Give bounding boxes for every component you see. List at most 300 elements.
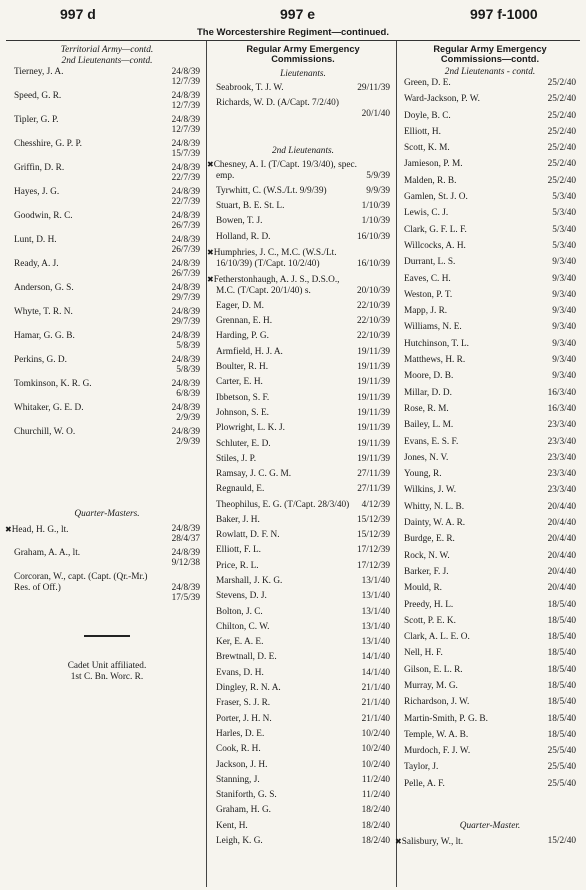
col3-subheading: 2nd Lieutenants - contd. [444,67,536,77]
list-item [404,665,576,676]
list-item [14,572,200,603]
list-item [207,247,390,270]
list-item [14,427,200,447]
entry-name: Lewis, C. J. [404,208,449,219]
list-item [395,836,576,848]
list-item [216,668,390,679]
entry-date: 25/5/40 [547,746,576,757]
entry-name: Head, H. G., lt. [11,525,69,535]
regiment-title: The Worcestershire Regiment—continued. [197,27,389,38]
entry-date-secondary: 12/7/39 [171,101,200,111]
column-territorial-army [5,44,200,683]
list-item [216,500,390,511]
list-item [216,652,390,663]
list-item [216,515,390,526]
list-item [404,485,576,496]
entry-name-wrap [216,186,366,197]
entry-date-secondary: 5/8/39 [176,365,200,375]
entry-name-wrap [216,301,264,312]
entry-date: 13/1/40 [361,575,390,586]
entry-date-secondary: 22/7/39 [171,173,200,183]
entry-name-wrap [216,683,281,694]
entry-name: Matthews, H. R. [404,355,466,366]
entry-dates [172,91,200,111]
entry-dates [172,331,200,351]
list-item [14,548,200,568]
entry-date: 29/11/39 [357,83,390,93]
list-item [14,307,200,327]
entry-name: Doyle, B. C. [404,110,451,121]
entry-name: Armfield, H. J. A. [216,346,283,357]
entry-name: Harding, P. G. [216,331,269,342]
list-item [404,583,576,594]
entry-date-secondary: 15/7/39 [171,149,200,159]
entry-date: 13/1/40 [361,637,390,648]
entry-name: Fetherstonhaugh, A. J. S., D.S.O., M.C. (T/Capt. 20/1/40) s. [213,274,340,296]
entry-dates [172,379,200,399]
entry-name-wrap [216,331,269,342]
entry-date: 13/1/40 [361,606,390,617]
list-item [14,211,200,231]
entry-name-wrap [216,622,269,633]
entry-name: Richardson, J. W. [404,697,470,708]
list-item [216,393,390,404]
entry-name-wrap [14,572,154,594]
list-item [216,760,390,771]
list-item [14,91,200,111]
entry-date: 24/8/39 [171,548,200,558]
entry-name: Whitty, N. L. B. [404,501,465,512]
entry-name: Carter, E. H. [216,377,263,388]
col2-2nd-lieutenants-heading: 2nd Lieutenants. [272,146,334,156]
entry-date: 22/10/39 [356,316,390,327]
entry-dates [172,572,200,603]
entry-name: Evans, D. H. [216,667,264,678]
entry-name: Stiles, J. P. [216,453,257,464]
col2-heading-line2: Commissions. [271,54,335,64]
entry-date: 24/8/39 [171,115,200,125]
entry-date-secondary: 2/9/39 [176,437,200,447]
entry-name: Goodwin, R. C. [14,211,73,221]
list-item [216,622,390,633]
entry-name: Kent, H. [216,820,248,831]
list-item [216,775,390,786]
entry-date: 25/5/40 [547,762,576,773]
entry-name-wrap [207,274,357,297]
list-item [216,530,390,541]
entry-date: 20/4/40 [547,518,576,529]
entry-date: 24/8/39 [171,355,200,365]
entry-date: 19/11/39 [357,392,390,403]
entry-name: Seabrook, T. J. W. [216,83,284,93]
list-item [216,698,390,709]
entry-name: Gilson, E. L. R. [404,664,463,675]
list-item [216,836,390,847]
page-number-left: 997 d [60,6,96,22]
entry-dates [172,67,200,87]
entry-date: 20/4/40 [547,550,576,561]
entry-name: Durrant, L. S. [404,257,456,268]
page-number-middle: 997 e [280,6,316,22]
entry-name: Williams, N. E. [404,322,462,333]
entry-name: Burdge, E. R. [404,534,455,545]
entry-name-wrap [216,637,263,648]
entry-date-secondary: 29/7/39 [171,317,200,327]
entry-date: 18/5/40 [547,648,576,659]
list-item [404,371,576,382]
entry-name: Stevens, D. J. [216,591,267,602]
entry-name: Tierney, J. A. [14,67,64,77]
list-item [404,648,576,659]
list-item [216,439,390,450]
list-item [216,362,390,373]
list-item [404,274,576,285]
entry-name: Willcocks, A. H. [404,240,466,251]
entry-dates [172,403,200,423]
entry-date-secondary: 17/5/39 [171,593,200,603]
list-item [404,225,576,236]
list-item [216,545,390,556]
entry-date: 19/11/39 [357,438,390,449]
list-item [404,339,576,350]
entry-date: 14/1/40 [361,667,390,678]
list-item [404,762,576,773]
entry-name: Baker, J. H. [216,514,260,525]
entry-date: 19/11/39 [357,362,390,373]
entry-name: Schluter, E. D. [216,438,271,449]
entry-date: 16/3/40 [547,403,576,414]
entry-dates [172,427,200,447]
entry-date: 24/8/39 [171,307,200,317]
list-item [404,453,576,464]
list-item [404,600,576,611]
entry-date: 14/1/40 [361,652,390,663]
entry-name-wrap [5,524,69,536]
entry-date: 16/3/40 [547,387,576,398]
entry-date: 21/1/40 [361,683,390,694]
list-item [216,301,390,312]
entry-date: 18/5/40 [547,729,576,740]
entry-name: Hayes, J. G. [14,187,60,197]
list-item [404,518,576,529]
header-rule [6,40,580,41]
col1-qm-heading: Quarter-Masters. [74,509,140,519]
entry-name: Martin-Smith, P. G. B. [404,713,488,724]
entry-name-wrap [216,362,268,373]
entry-name: Ker, E. A. E. [216,637,264,648]
col1-subheading: 2nd Lieutenants—contd. [61,56,153,66]
list-item [404,779,576,790]
list-item [404,616,576,627]
entry-name: Hutchinson, T. L. [404,338,469,349]
list-item [404,127,576,138]
entry-name: Whitaker, G. E. D. [14,403,84,413]
entry-date: 18/5/40 [547,713,576,724]
entry-date: 18/2/40 [361,805,390,816]
list-item [404,208,576,219]
col2-lieutenants-heading: Lieutenants. [280,69,326,79]
entry-date: 22/10/39 [356,300,390,311]
entry-name: Jones, N. V. [404,452,449,463]
entry-name-wrap [216,515,260,526]
list-item [404,257,576,268]
entry-dates [172,139,200,159]
entry-name-wrap [216,408,269,419]
entry-date: 18/5/40 [547,599,576,610]
list-item [216,377,390,388]
entry-name: Ready, A. J. [14,259,59,269]
entry-name: Humphries, J. C., M.C. (W.S./Lt. 16/10/39) (T/Capt. 10/2/40) [213,247,337,269]
list-item [216,98,390,120]
list-item [404,697,576,708]
entry-name-wrap [216,576,282,587]
entry-date: 15/12/39 [356,514,390,525]
entry-name: Lunt, D. H. [14,235,57,245]
entry-name: Green, D. E. [404,78,451,88]
entry-date: 18/5/40 [547,680,576,691]
entry-dates [172,211,200,231]
entry-name-wrap [216,377,263,388]
entry-name-wrap [216,423,285,434]
list-item [216,201,390,212]
list-item [216,607,390,618]
list-item [404,143,576,154]
entry-name: Churchill, W. O. [14,427,76,437]
list-item [14,235,200,255]
col3-2nd-lieutenant-list [404,78,576,790]
list-item [404,632,576,643]
list-item [14,379,200,399]
entry-date-secondary: 12/7/39 [171,77,200,87]
entry-dates [172,548,200,568]
entry-date-secondary: 2/9/39 [176,413,200,423]
entry-name: Whyte, T. R. N. [14,307,73,317]
list-item [404,730,576,741]
entry-date: 24/8/39 [171,379,200,389]
column-divider-right [396,41,397,887]
entry-date: 19/11/39 [357,377,390,388]
entry-date: 15/2/40 [547,836,576,847]
entry-name: Graham, A. A., lt. [14,548,81,558]
list-item [404,681,576,692]
entry-name: Graham, H. G. [216,805,271,816]
entry-name: Weston, P. T. [404,289,453,300]
entry-name: Anderson, G. S. [14,283,74,293]
entry-date: 18/2/40 [361,820,390,831]
list-item [216,232,390,243]
list-item [216,729,390,740]
entry-date: 15/12/39 [356,530,390,541]
entry-name-wrap [216,500,362,511]
entry-name: Corcoran, W., capt. (Capt. (Qr.-Mr.) Res. of Off.) [14,572,148,593]
list-item [5,524,200,544]
entry-name: Murdoch, F. J. W. [404,746,471,757]
list-item [216,186,390,197]
entry-date-secondary: 12/7/39 [171,125,200,135]
list-item [404,78,576,89]
entry-date: 21/1/40 [361,698,390,709]
entry-name-wrap [216,454,256,465]
entry-name: Taylor, J. [404,762,439,773]
list-item [216,790,390,801]
entry-date: 25/2/40 [547,126,576,137]
entry-name-wrap [216,393,269,404]
list-item [216,331,390,342]
entry-date: 9/3/40 [552,306,576,317]
list-item [14,355,200,375]
list-item [216,591,390,602]
list-item [216,454,390,465]
entry-name-wrap [216,216,262,227]
entry-name: Price, R. L. [216,560,259,571]
cross-mark-icon: ✖ [5,525,12,534]
entry-name: Plowright, L. K. J. [216,423,285,434]
list-item [216,469,390,480]
cross-mark-icon: ✖ [395,837,402,847]
entry-date: 18/5/40 [547,664,576,675]
entry-date: 11/2/40 [361,790,390,801]
list-item [216,683,390,694]
entry-name: Bolton, J. C. [216,606,263,617]
list-item [14,259,200,279]
list-item [216,423,390,434]
entry-name-wrap [216,545,261,556]
entry-name: Regnauld, E. [216,484,265,495]
entry-date: 25/2/40 [547,110,576,121]
list-item [14,403,200,423]
entry-name: Johnson, S. E. [216,407,269,418]
entry-date: 20/4/40 [547,534,576,545]
entry-name-wrap [216,561,259,572]
entry-name-wrap [216,805,271,816]
col2-2nd-lieutenant-list [207,159,390,847]
entry-date: 24/8/39 [171,524,200,534]
list-item [216,714,390,725]
entry-date: 9/3/40 [552,257,576,268]
entry-date-secondary: 29/7/39 [171,293,200,303]
entry-name: Bowen, T. J. [216,216,263,227]
list-item [14,115,200,135]
entry-name: Rose, R. M. [404,403,449,414]
list-item [404,388,576,399]
entry-date: 11/2/40 [361,774,390,785]
entry-date: 23/3/40 [547,436,576,447]
list-item [207,159,390,182]
list-item [216,576,390,587]
entry-name: Clark, G. F. L. F. [404,224,467,235]
list-item [216,408,390,419]
cadet-unit-line1: Cadet Unit affiliated. [67,661,147,671]
entry-date-secondary: 6/8/39 [176,389,200,399]
entry-date: 17/12/39 [356,545,390,556]
list-item [404,159,576,170]
list-item [14,283,200,303]
list-item [404,192,576,203]
entry-date: 22/10/39 [356,331,390,342]
entry-name-wrap [216,652,277,663]
col1-heading: Territorial Army—contd. [60,45,154,55]
entry-date: 20/10/39 [356,285,390,296]
list-item [404,404,576,415]
entry-name-wrap [216,668,264,679]
cross-mark-icon: ✖ [207,247,214,257]
list-item [216,561,390,572]
entry-name-wrap [216,530,280,541]
entry-date: 10/2/40 [361,759,390,770]
entry-name-wrap [216,714,272,725]
entry-name: Millar, D. D. [404,387,452,398]
cadet-unit-line2: 1st C. Bn. Worc. R. [70,672,144,682]
entry-name: Gamlen, St. J. O. [404,192,468,203]
page-number-right: 997 f-1000 [470,6,538,22]
entry-name: Nell, H. F. [404,648,443,659]
col2-lieutenant-list [216,83,390,120]
list-item [404,355,576,366]
entry-name-wrap [216,729,264,740]
list-item [404,420,576,431]
list-item [404,567,576,578]
entry-name: Murray, M. G. [404,680,458,691]
entry-name: Tyrwhitt, C. (W.S./Lt. 9/9/39) [216,186,327,196]
entry-name-wrap [216,821,248,832]
entry-date: 9/3/40 [552,289,576,300]
entry-date: 23/3/40 [547,469,576,480]
list-item [216,216,390,227]
entry-date-secondary: 26/7/39 [171,269,200,279]
list-item [404,241,576,252]
entry-name-wrap [216,347,283,358]
entry-date: 25/2/40 [547,94,576,105]
entry-name: Preedy, H. L. [404,599,454,610]
entry-name-wrap [216,607,263,618]
list-item [216,316,390,327]
entry-name: Barker, F. J. [404,566,449,577]
entry-date: 24/8/39 [171,583,200,593]
list-item [216,83,390,94]
entry-date: 1/10/39 [361,216,390,227]
entry-date: 20/1/40 [361,109,390,119]
col1-lieutenant-list [14,67,200,447]
entry-name: Rock, N. W. [404,550,450,561]
list-item [404,306,576,317]
entry-date: 18/5/40 [547,632,576,643]
entry-name: Ibbetson, S. F. [216,392,270,403]
entry-dates [172,235,200,255]
entry-name: Chesney, A. I. (T/Capt. 19/3/40), spec. emp. [213,160,357,181]
entry-date: 16/10/39 [356,258,390,269]
entry-name: Marshall, J. K. G. [216,575,283,586]
entry-date: 24/8/39 [171,259,200,269]
entry-date: 25/2/40 [547,143,576,154]
entry-name-wrap [216,790,277,801]
list-item [207,274,390,297]
entry-dates [172,355,200,375]
entry-name-wrap [216,591,267,602]
entry-name-wrap [207,247,357,270]
entry-name: Jackson, J. H. [216,759,268,770]
entry-name: Stuart, B. E. St. L. [216,201,285,211]
col2-heading-line1: Regular Army Emergency [246,44,360,54]
entry-name: Dainty, W. A. R. [404,518,466,529]
entry-name: Temple, W. A. B. [404,729,469,740]
list-item [404,94,576,105]
entry-date: 20/4/40 [547,566,576,577]
entry-name-wrap [216,439,271,450]
entry-name-wrap [216,469,291,480]
list-item [216,347,390,358]
entry-name: Ramsay, J. C. G. M. [216,469,292,480]
list-item [216,637,390,648]
